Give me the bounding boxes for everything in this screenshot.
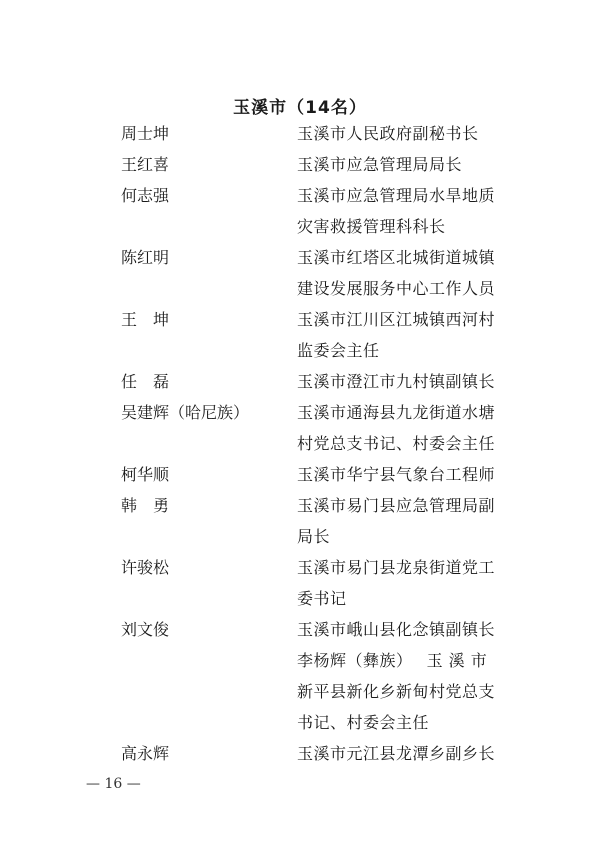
person-name: 王红喜 (121, 155, 170, 174)
person-name: 周士坤 (121, 124, 170, 143)
person-role (297, 552, 519, 614)
person-role (297, 149, 519, 180)
list-item (0, 242, 600, 304)
role-line: 玉溪市江川区江城镇西河村 (297, 310, 496, 329)
person-name: 陈红明 (121, 248, 170, 267)
role-line: 书记、村委会主任 (297, 713, 430, 732)
person-name: 王 坤 (121, 310, 170, 329)
honoree-list (0, 118, 600, 769)
section-heading: 玉溪市（14名） (233, 98, 367, 118)
list-item (0, 552, 600, 614)
role-line: 村党总支书记、村委会主任 (297, 434, 496, 453)
role-line: 委书记 (297, 589, 347, 608)
list-item (0, 118, 600, 149)
person-name: 刘文俊 (121, 620, 170, 639)
role-line: 玉溪市元江县龙潭乡副乡长 (297, 744, 496, 763)
list-item (0, 149, 600, 180)
person-name: 何志强 (121, 186, 170, 205)
role-line: 玉溪市华宁县气象台工程师 (297, 465, 496, 484)
person-role (297, 180, 519, 242)
role-line: 玉溪市澄江市九村镇副镇长 (297, 372, 496, 391)
role-line: 新平县新化乡新甸村党总支 (297, 682, 496, 701)
role-line: 局长 (297, 527, 331, 546)
role-line: 李杨辉（彝族） 玉 溪 市 (297, 651, 488, 670)
role-line: 灾害救援管理科科长 (297, 217, 446, 236)
list-item (0, 366, 600, 397)
person-role (297, 490, 519, 552)
list-item (0, 459, 600, 490)
person-name: 许骏松 (121, 558, 170, 577)
list-item (0, 397, 600, 459)
role-line: 玉溪市易门县龙泉街道党工 (297, 558, 496, 577)
person-role (297, 118, 519, 149)
role-line: 玉溪市人民政府副秘书长 (297, 124, 479, 143)
list-item (0, 614, 600, 738)
role-line: 玉溪市应急管理局水旱地质 (297, 186, 496, 205)
person-role (297, 304, 519, 366)
role-line: 玉溪市应急管理局局长 (297, 155, 463, 174)
person-role (297, 366, 519, 397)
person-role (297, 397, 519, 459)
person-name: 柯华顺 (121, 465, 170, 484)
list-item (0, 180, 600, 242)
person-role (297, 459, 519, 490)
role-line: 建设发展服务中心工作人员 (297, 279, 496, 298)
role-line: 玉溪市通海县九龙街道水塘 (297, 403, 496, 422)
person-role (297, 738, 519, 769)
list-item (0, 490, 600, 552)
person-name: 任 磊 (121, 372, 170, 391)
person-name: 吴建辉（哈尼族） (121, 403, 250, 422)
person-role (297, 242, 519, 304)
role-line: 玉溪市峨山县化念镇副镇长 (297, 620, 496, 639)
page-number: — 16 — (86, 776, 141, 792)
role-line: 监委会主任 (297, 341, 380, 360)
person-role (297, 614, 519, 738)
role-line: 玉溪市易门县应急管理局副 (297, 496, 496, 515)
person-name: 韩 勇 (121, 496, 170, 515)
person-name: 高永辉 (121, 744, 170, 763)
list-item (0, 304, 600, 366)
role-line: 玉溪市红塔区北城街道城镇 (297, 248, 496, 267)
list-item (0, 738, 600, 769)
